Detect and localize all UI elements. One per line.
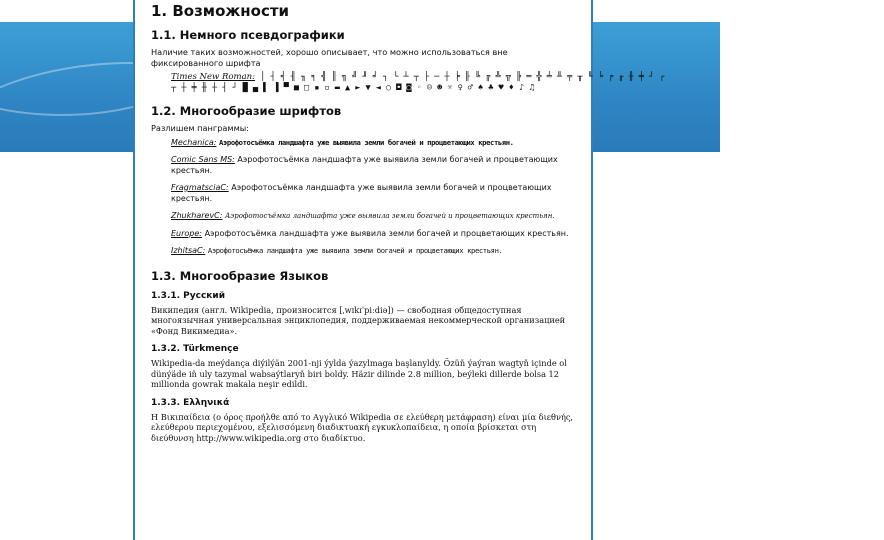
font-sample — [171, 138, 575, 149]
font-sample — [171, 155, 575, 176]
font-sample-text: Аэрофотосъёмка ландшафта уже выявила земли богачей и процветающих крестьян. — [204, 228, 569, 238]
glyph-sequence: ┬ ┼ ╪ ╫ ┼ ┤ ┘ █ ▄ ▌ ▐ ▀ ■ □ ▪ ▫ ▬ ▲ ► ▼ ◄ ○ ◘ ◙ ◦ ☺ ☻ ☼ ♀ ♂ ♠ ♣ ♥ ♦ ♪ ♫ — [171, 83, 535, 93]
glyph-font-label: Times New Roman: — [171, 72, 255, 82]
font-sample-text: Аэрофотосъёмка ландшафта уже выявила земли богачей и процветающих крестьян. — [225, 212, 555, 220]
fonts-intro: Разлишем панграммы: — [151, 123, 249, 133]
subsection-title-fonts: 1.2. Многообразие шрифтов — [151, 104, 342, 118]
pseudographics-intro: Наличие таких возможностей, хорошо описывает, что можно использоваться вне фиксированного шрифта — [151, 47, 508, 68]
language-text-russian: Википедия (англ. Wikipedia, произносится [ˌwɪkɪˈpiːdiə]) — свободная общедоступная многоязычная универсальная энциклопедия, поддерживаемая некоммерческой организацией «Фонд Викимедиа». — [151, 304, 566, 336]
glyph-row — [171, 83, 575, 94]
glyph-sequence: │ ┤ ╡ ╢ ╖ ╕ ╣ ║ ╗ ╝ ╜ ╛ ┐ └ ┴ ┬ ├ ─ ┼ ╞ ╟ ╚ ╔ ╩ ╦ ╠ ═ ╬ ╧ ╨ ╤ ╥ ╙ ╘ ╒ ╓ ╫ ╪ ┘ ┌ — [254, 72, 665, 82]
font-sample-name: Mechanica: — [171, 137, 217, 147]
font-sample-text: Аэрофотосъёмка ландшафта уже выявила земли богачей и процветающих крестьян. — [219, 137, 514, 147]
font-sample — [171, 211, 575, 222]
language-text-greek: Η Βικιπαίδεια (ο όρος προήλθε από το Αγγλικό Wikipedia σε ελεύθερη μετάφραση) είναι μία διεθνής, ελεύθερου περιεχομένου, εξελισσόμενη διαδικτυακή εγκυκλοπαίδεια, η οποία βρίσκεται στη διεύθυνση http://www.wikipedia.org στο διαδίκτυο. — [151, 411, 574, 443]
font-sample-name: Europe: — [171, 228, 203, 238]
font-sample-name: ZhukharevC: — [171, 211, 223, 220]
subsection-title-pseudographics: 1.1. Немного псевдографики — [151, 28, 345, 42]
language-title-russian: 1.3.1. Русский — [151, 290, 226, 301]
font-sample-name: FragmatsciaC: — [171, 183, 229, 192]
font-sample — [171, 183, 575, 204]
subsection-title-languages: 1.3. Многообразие Языков — [151, 268, 329, 283]
language-text-turkmen: Wikipedia-da meýdança diýilýän 2001-nji ýylda ýazylmaga başlanyldy. Özüň ýaýran wagtyň içinde ol dünýäde iň uly tazymal wabsaýtlaryň biri boldy. Häzir dilinde 2.8 million, beýleki dillerde bolsa 12 millionda gowrak makala neşir edildi. — [151, 358, 567, 389]
font-sample — [171, 246, 575, 257]
font-sample-text: Аэрофотосъёмка ландшафта уже выявила земли богачей и процветающих крестьян. — [207, 246, 503, 255]
font-sample-name: IzhitsaC: — [171, 246, 206, 255]
font-sample — [171, 229, 575, 240]
font-sample-name: Comic Sans MS: — [171, 155, 235, 164]
language-title-greek: 1.3.3. Ελληνικά — [151, 397, 230, 408]
glyph-row — [171, 72, 665, 83]
document-page — [133, 0, 665, 540]
language-title-turkmen: 1.3.2. Türkmençe — [151, 344, 239, 354]
font-sample-text: Аэрофотосъёмка ландшафта уже выявила земли богачей и процветающих крестьян. — [171, 155, 558, 175]
font-sample-text: Аэрофотосъёмка ландшафта уже выявила земли богачей и процветающих крестьян. — [171, 183, 552, 203]
section-title: 1. Возможности — [151, 2, 290, 20]
